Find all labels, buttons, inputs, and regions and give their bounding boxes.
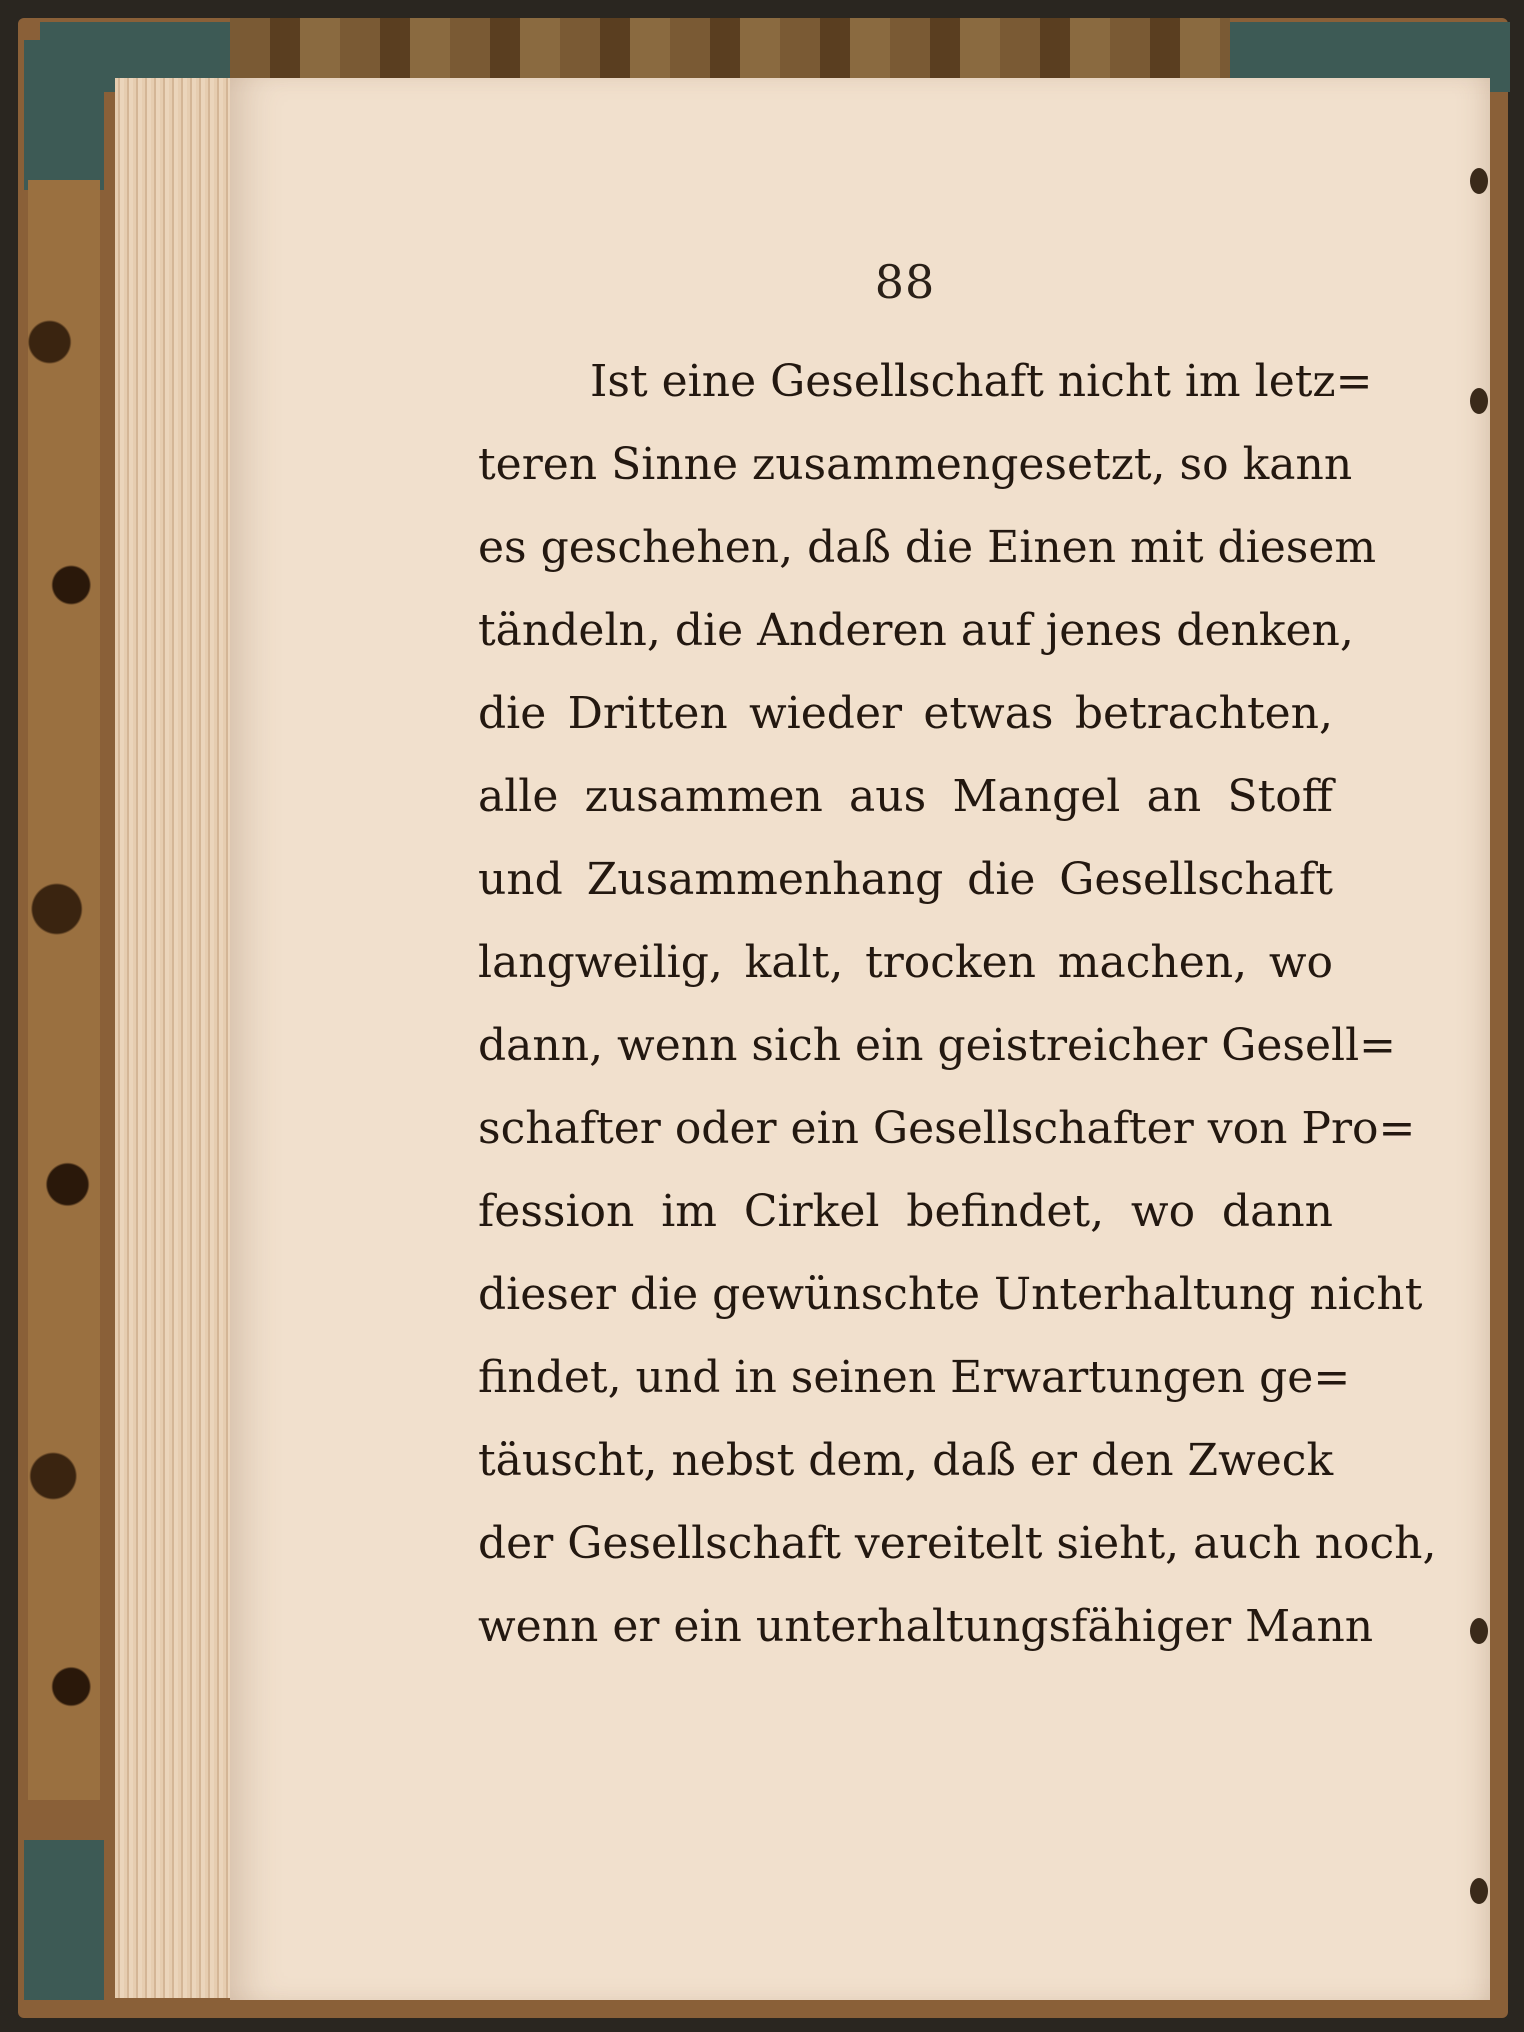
text-line: langweilig, kalt, trocken machen, wo	[478, 937, 1333, 988]
binding-hole	[1470, 388, 1488, 414]
text-line: der Gesellschaft vereitelt sieht, auch noch,	[478, 1518, 1437, 1569]
text-line: täuscht, nebst dem, daß er den Zweck	[478, 1435, 1334, 1486]
text-line: wenn er ein unterhaltungsfähiger Mann	[478, 1601, 1374, 1652]
text-line: die Dritten wieder etwas betrachten,	[478, 688, 1333, 739]
text-line: fession im Cirkel befindet, wo dann	[478, 1186, 1333, 1237]
marbled-paper-top	[230, 18, 1230, 78]
page-edges	[115, 78, 240, 1998]
text-line: tändeln, die Anderen auf jenes denken,	[478, 605, 1354, 656]
text-line: es geschehen, daß die Einen mit diesem	[478, 522, 1377, 573]
page-number: 88	[874, 255, 936, 309]
text-line: dann, wenn sich ein geistreicher Gesell=	[478, 1020, 1397, 1071]
marbled-paper-left	[28, 180, 100, 1800]
binding-hole	[1470, 1878, 1488, 1904]
text-line: schafter oder ein Gesellschafter von Pro=	[478, 1103, 1416, 1154]
text-line: Ist eine Gesellschaft nicht im letz=	[590, 356, 1373, 407]
binding-hole	[1470, 168, 1488, 194]
text-line: und Zusammenhang die Gesellschaft	[478, 854, 1333, 905]
text-line: dieser die gewünschte Unterhaltung nicht	[478, 1269, 1423, 1320]
text-line: findet, und in seinen Erwartungen ge=	[478, 1352, 1351, 1403]
text-line: teren Sinne zusammengesetzt, so kann	[478, 439, 1353, 490]
body-text	[478, 340, 1437, 1668]
binding-hole	[1470, 1618, 1488, 1644]
text-line: alle zusammen aus Mangel an Stoff	[478, 771, 1333, 822]
